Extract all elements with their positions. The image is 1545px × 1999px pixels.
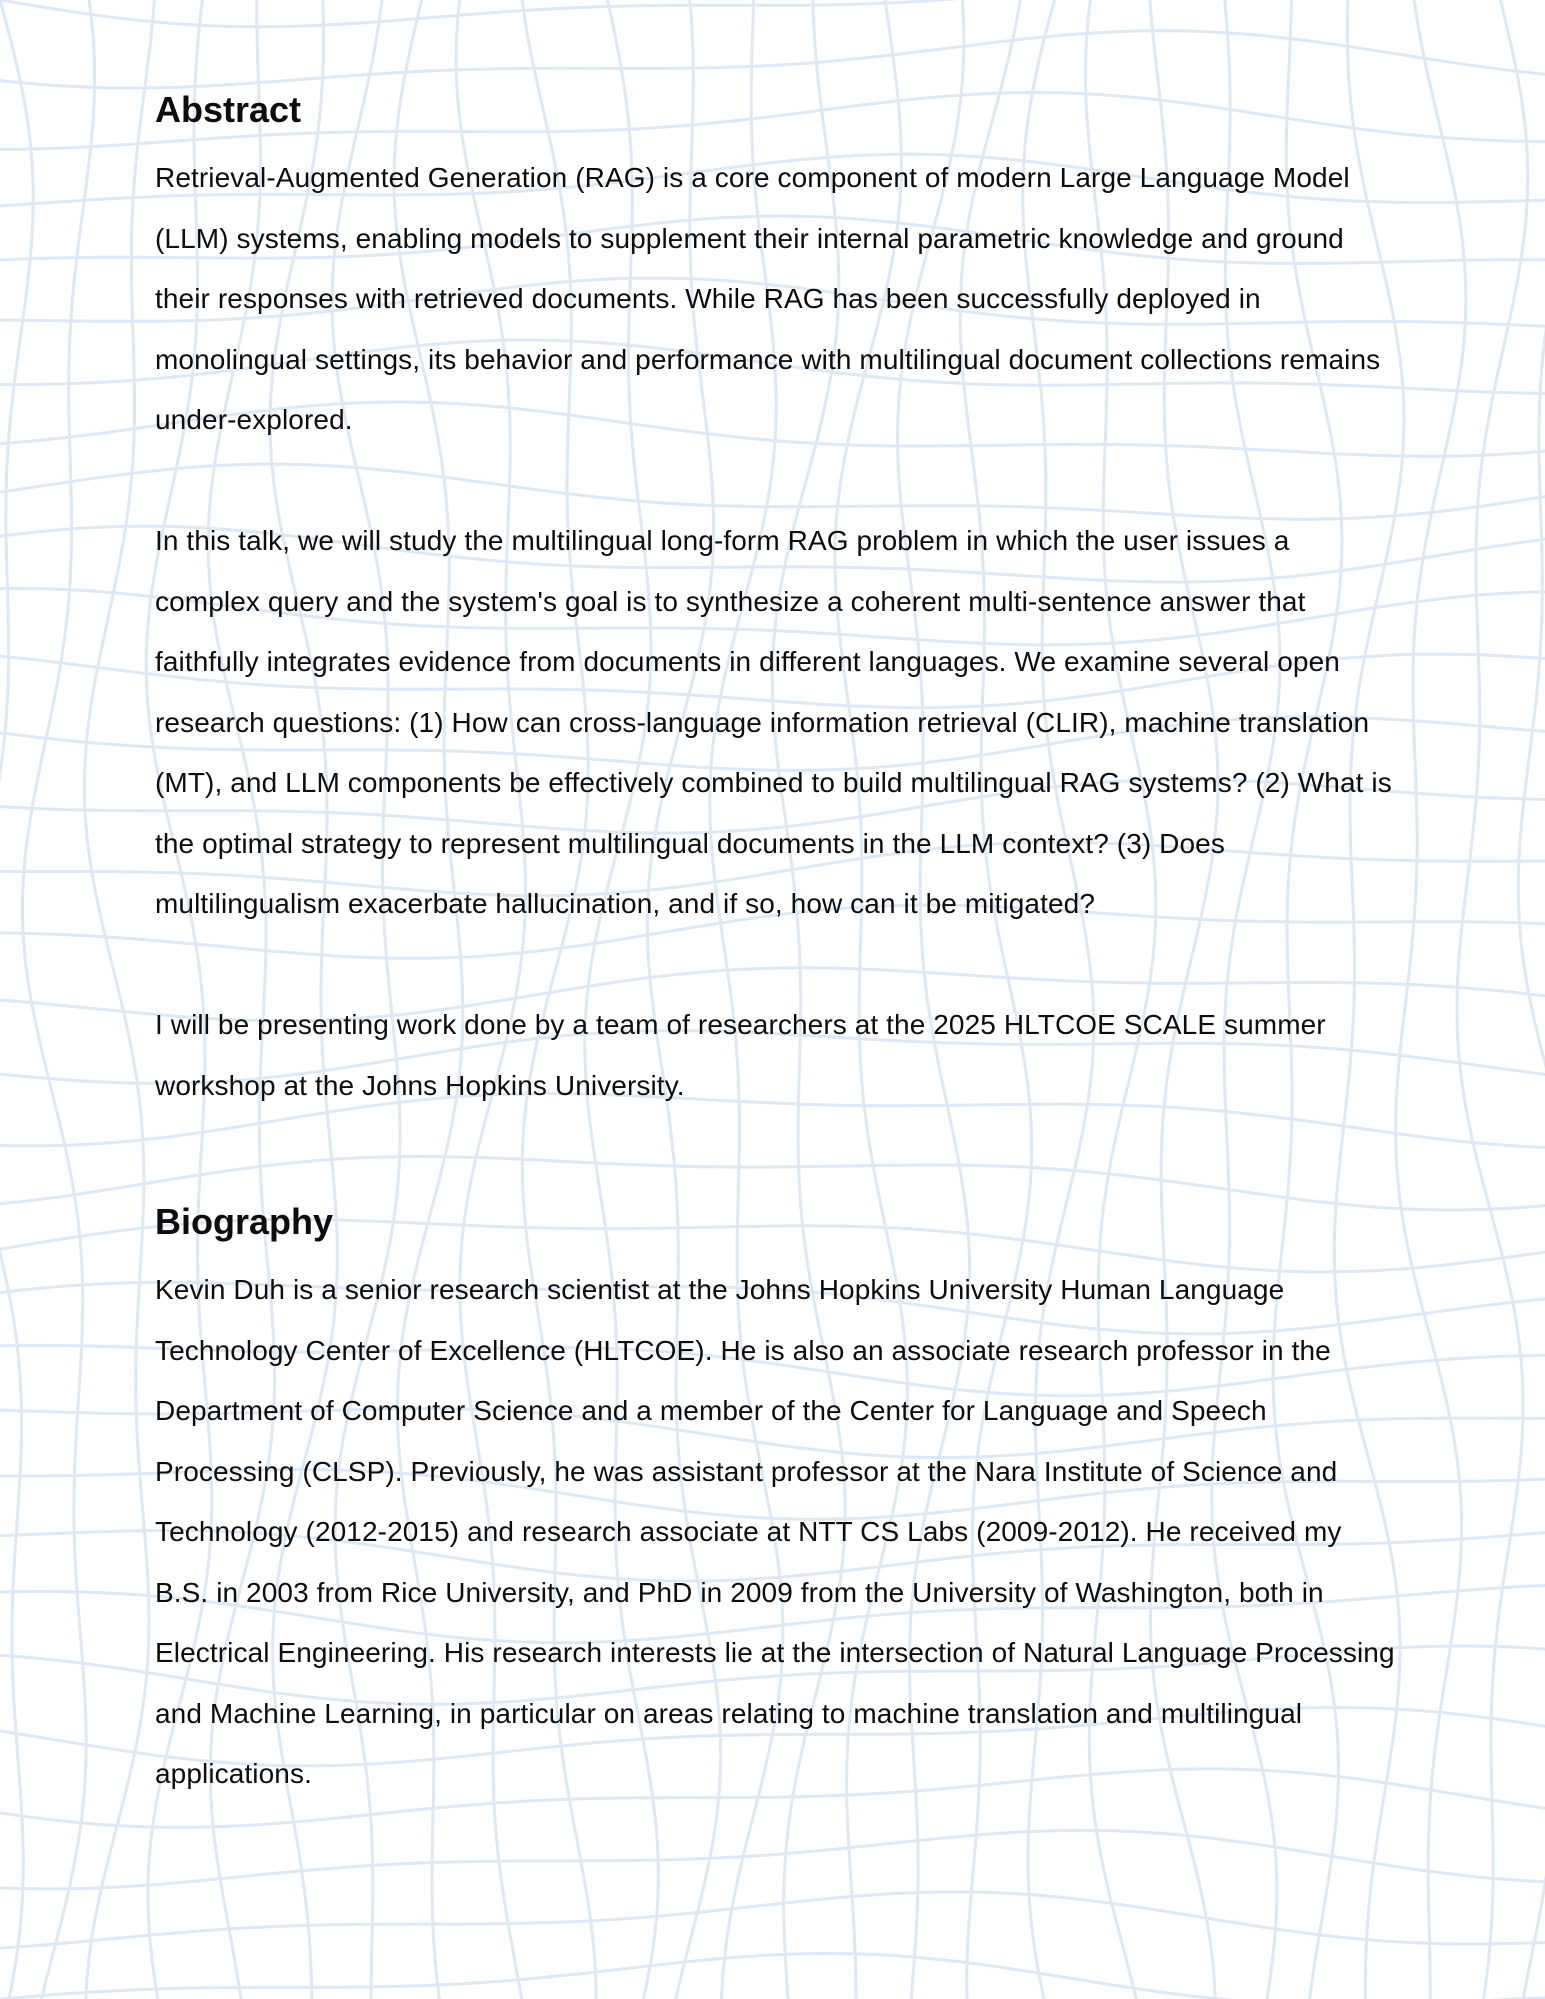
grid-line-horizontal — [0, 31, 1545, 88]
grid-line-horizontal — [0, 0, 1545, 27]
grid-line-vertical — [1518, 0, 1545, 1999]
abstract-paragraph-1: Retrieval-Augmented Generation (RAG) is a core component of modern Large Language Model (LLM) systems, enabling models to supplement their internal parametric knowledge and ground their responses with retrieved documents. While RAG has been successfully deployed in monolingual settings, its behavior and performance with multilingual document collections remains under-explored. — [155, 162, 1381, 435]
grid-line-vertical — [1457, 0, 1528, 1999]
document-content — [155, 82, 1395, 1805]
grid-line-horizontal — [0, 1830, 1545, 1889]
grid-line-vertical — [1396, 0, 1466, 1999]
biography-section — [155, 1194, 1395, 1805]
abstract-paragraph-3: I will be presenting work done by a team of researchers at the 2025 HLTCOE SCALE summer workshop at the Johns Hopkins University. — [155, 1009, 1326, 1101]
grid-line-vertical — [84, 0, 155, 1999]
abstract-paragraph-2: In this talk, we will study the multilingual long-form RAG problem in which the user issues a complex query and the system's goal is to synthesize a coherent multi-sentence answer that faithfully integrates evidence from documents in different languages. We examine several open research questions: (1) How can cross-language information retrieval (CLIR), machine translation (MT), and LLM components be effectively combined to build multilingual RAG systems? (2) What is the optimal strategy to represent multilingual documents in the LLM context? (3) Does multilingualism exacerbate hallucination, and if so, how can it be mitigated? — [155, 525, 1392, 919]
biography-heading: Biography — [155, 1201, 334, 1242]
abstract-heading: Abstract — [155, 89, 302, 130]
abstract-section — [155, 82, 1395, 1116]
grid-line-vertical — [23, 0, 95, 1999]
biography-paragraph: Kevin Duh is a senior research scientist at the Johns Hopkins University Human Language Technology Center of Excellence (HLTCOE). He is also an associate research professor in the Department of Computer Science and a member of the Center for Language and Speech Processing (CLSP). Previously, he was assistant professor at the Nara Institute of Science and Technology (2012-2015) and research associate at NTT CS Labs (2009-2012). He received my B.S. in 2003 from Rice University, and PhD in 2009 from the University of Washington, both in Electrical Engineering. His research interests lie at the intersection of Natural Language Processing and Machine Learning, in particular on areas relating to machine translation and multilingual applications. — [155, 1274, 1395, 1789]
